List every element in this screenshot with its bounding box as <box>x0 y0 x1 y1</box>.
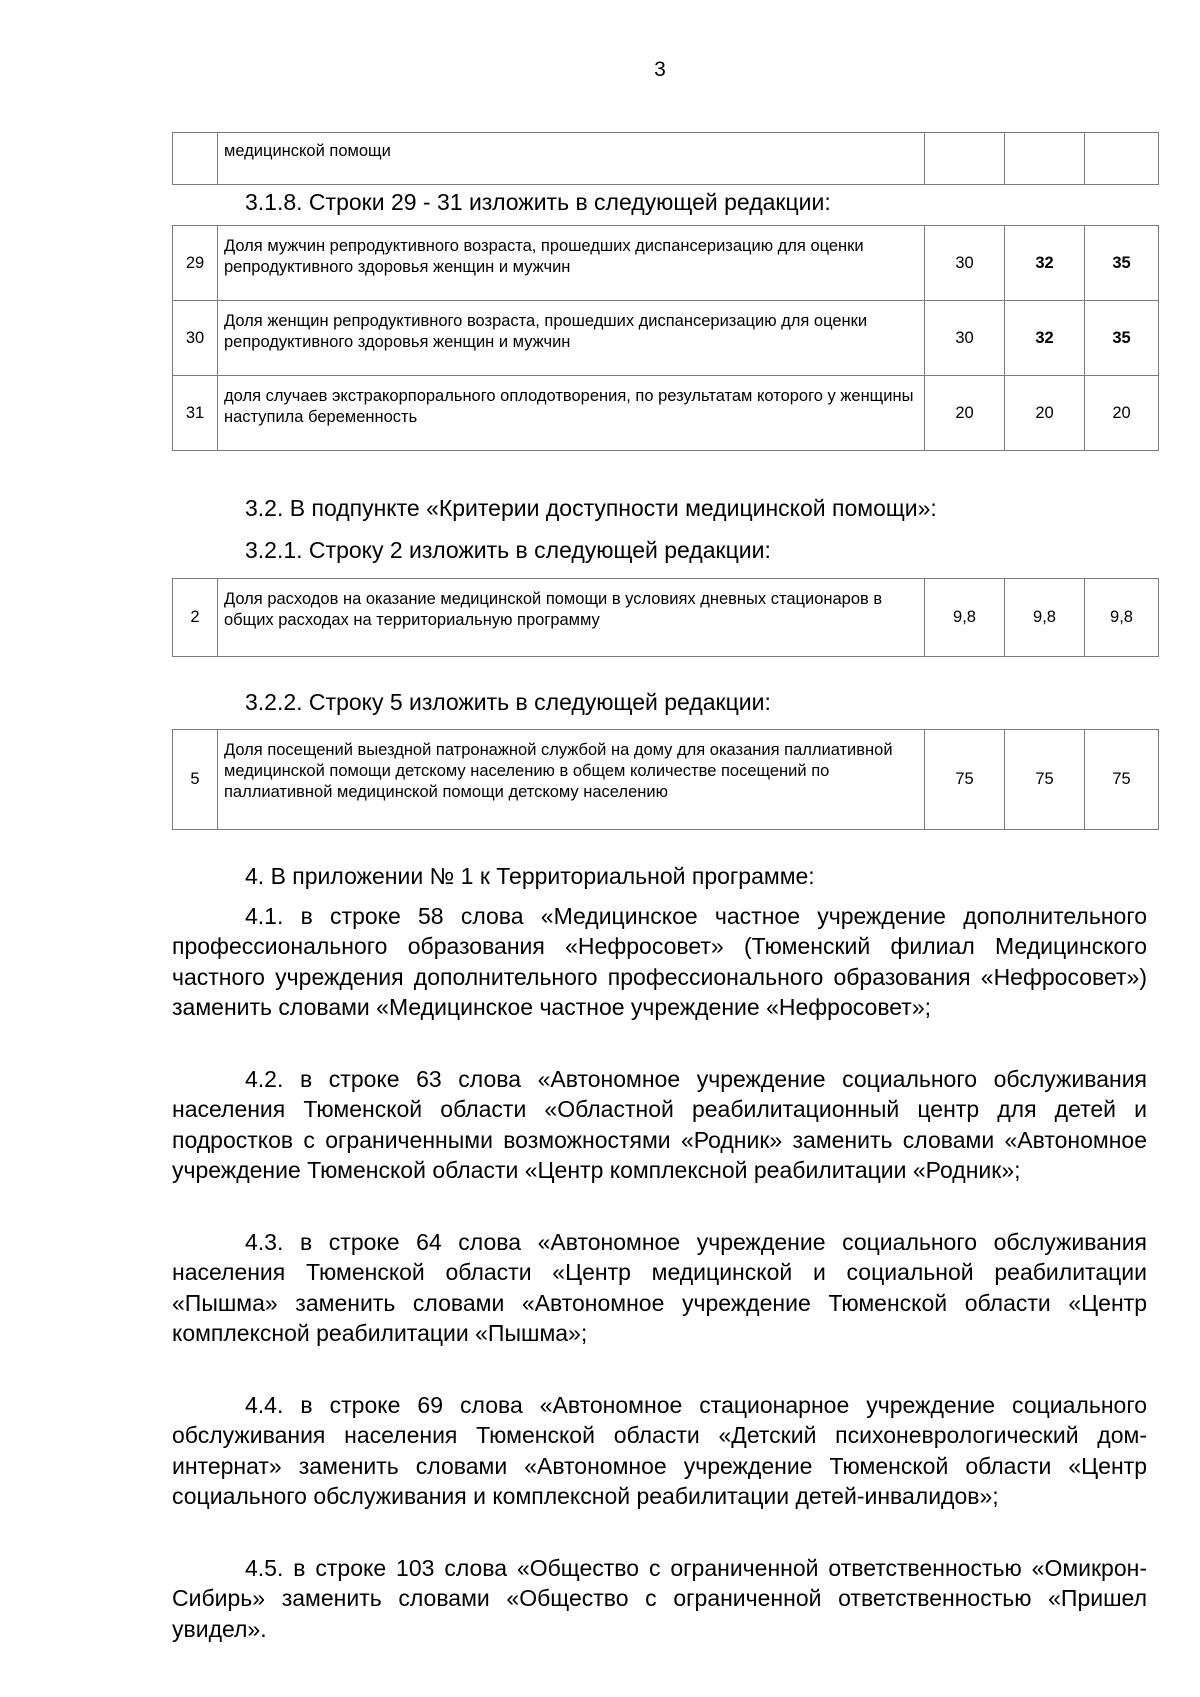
row-value-1: 30 <box>925 226 1005 301</box>
row-value-1: 75 <box>925 730 1005 830</box>
table-3-2-2 <box>172 729 1159 830</box>
row-value-3: 75 <box>1085 730 1159 830</box>
row-number: 31 <box>173 376 218 451</box>
row-number: 5 <box>173 730 218 830</box>
table-3-1-8 <box>172 225 1159 451</box>
paragraph-4-1: 4.1. в строке 58 слова «Медицинское частное учреждение дополнительного профессионального образования «Нефросовет» (Тюменский филиал Медицинского частного учреждения дополнительного профессионального образования «Нефросовет») заменить словами «Медицинское частное учреждение «Нефросовет»; <box>172 903 1147 1020</box>
row-description: доля случаев экстракорпорального оплодотворения, по результатам которого у женщины наступила беременность <box>218 376 925 451</box>
row-value-2 <box>1005 133 1085 185</box>
row-value-2: 20 <box>1005 376 1085 451</box>
heading-4: 4. В приложении № 1 к Территориальной программе: <box>245 863 815 889</box>
table-3-2-1 <box>172 578 1159 657</box>
paragraph-4-3: 4.3. в строке 64 слова «Автономное учреждение социального обслуживания населения Тюменской области «Центр медицинской и социальной реабилитации «Пышма» заменить словами «Автономное учреждение Тюменской области «Центр комплексной реабилитации «Пышма»; <box>172 1229 1147 1346</box>
row-number <box>173 133 218 185</box>
row-value-1: 9,8 <box>925 579 1005 657</box>
row-number: 30 <box>173 301 218 376</box>
paragraph-4-2: 4.2. в строке 63 слова «Автономное учреждение социального обслуживания населения Тюменской области «Областной реабилитационный центр для детей и подростков с ограниченными возможностями «Родник» заменить словами «Автономное учреждение Тюменской области «Центр комплексной реабилитации «Родник»; <box>172 1066 1147 1183</box>
row-value-1 <box>925 133 1005 185</box>
table-row <box>173 133 1159 185</box>
table-row <box>173 301 1159 376</box>
row-value-3: 35 <box>1085 301 1159 376</box>
table-continuation <box>172 132 1159 185</box>
row-description: медицинской помощи <box>218 133 925 185</box>
table-row <box>173 376 1159 451</box>
page-number: 3 <box>654 58 666 81</box>
heading-3-2-1: 3.2.1. Строку 2 изложить в следующей редакции: <box>245 537 771 563</box>
row-description: Доля мужчин репродуктивного возраста, прошедших диспансеризацию для оценки репродуктивного здоровья женщин и мужчин <box>218 226 925 301</box>
row-description: Доля посещений выездной патронажной службой на дому для оказания паллиативной медицинской помощи детскому населению в общем количестве посещений по паллиативной медицинской помощи детскому населению <box>218 730 925 830</box>
row-value-2: 9,8 <box>1005 579 1085 657</box>
paragraph-4-5: 4.5. в строке 103 слова «Общество с ограниченной ответственностью «Омикрон-Сибирь» заменить словами «Общество с ограниченной ответственностью «Пришел увидел». <box>172 1555 1147 1642</box>
row-description: Доля женщин репродуктивного возраста, прошедших диспансеризацию для оценки репродуктивного здоровья женщин и мужчин <box>218 301 925 376</box>
row-value-2: 32 <box>1005 226 1085 301</box>
row-number: 2 <box>173 579 218 657</box>
row-value-3: 20 <box>1085 376 1159 451</box>
heading-3-1-8: 3.1.8. Строки 29 - 31 изложить в следующей редакции: <box>245 189 831 215</box>
row-value-2: 32 <box>1005 301 1085 376</box>
row-value-2: 75 <box>1005 730 1085 830</box>
paragraph-4-4: 4.4. в строке 69 слова «Автономное стационарное учреждение социального обслуживания населения Тюменской области «Детский психоневрологический дом-интернат» заменить словами «Автономное учреждение Тюменской области «Центр социального обслуживания и комплексной реабилитации детей-инвалидов»; <box>172 1392 1147 1509</box>
row-description: Доля расходов на оказание медицинской помощи в условиях дневных стационаров в общих расходах на территориальную программу <box>218 579 925 657</box>
row-value-3 <box>1085 133 1159 185</box>
row-value-1: 20 <box>925 376 1005 451</box>
table-row <box>173 226 1159 301</box>
table-row <box>173 579 1159 657</box>
row-number: 29 <box>173 226 218 301</box>
row-value-3: 35 <box>1085 226 1159 301</box>
table-row <box>173 730 1159 830</box>
row-value-1: 30 <box>925 301 1005 376</box>
row-value-3: 9,8 <box>1085 579 1159 657</box>
heading-3-2-2: 3.2.2. Строку 5 изложить в следующей редакции: <box>245 689 771 715</box>
heading-3-2: 3.2. В подпункте «Критерии доступности медицинской помощи»: <box>245 495 937 521</box>
